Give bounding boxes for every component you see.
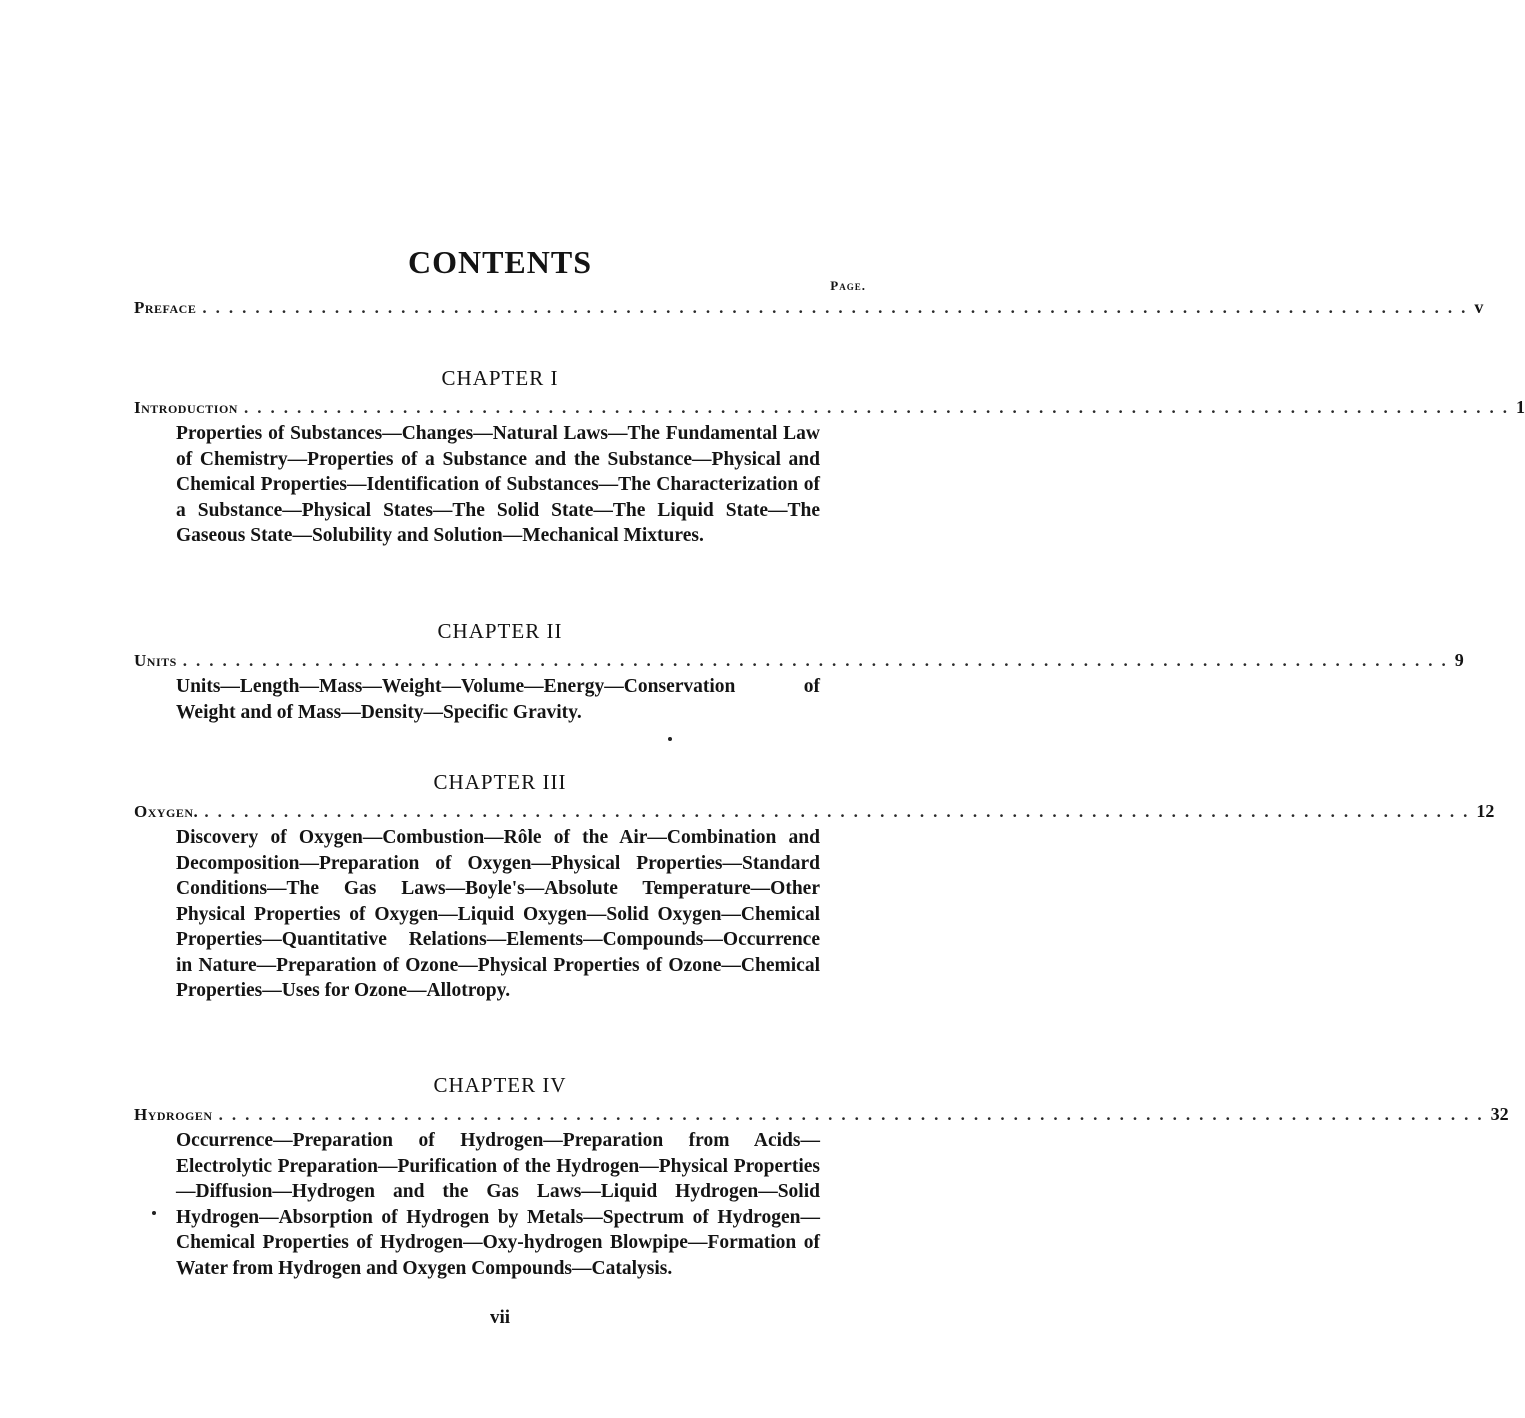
- toc-entry-title: Oxygen.: [134, 802, 199, 821]
- toc-entry-title: Introduction: [134, 398, 238, 417]
- toc-entry-title: Hydrogen: [134, 1105, 213, 1124]
- toc-entry-page: v: [1474, 297, 1484, 317]
- chapter-heading: CHAPTER III: [433, 770, 567, 794]
- toc-entry-chapter-4: [134, 1104, 1509, 1128]
- chapter-summary: Discovery of Oxygen—Combustion—Rôle of the Air—Combination and Decomposition—Preparation of Oxygen—Physical Properties—Standard Conditions—The Gas Laws—Boyle's—Absolute Temperature—Other Physical Properties of Oxygen—Liquid Oxygen—Solid Oxygen—Chemical Properties—Quantitative Relations—Elements—Compounds—Occurrence in Nature—Preparation of Ozone—Physical Properties of Ozone—Chemical Properties—Uses for Ozone—Allotropy.: [176, 827, 820, 1001]
- toc-entry-title: Units: [134, 651, 177, 670]
- print-speck: [152, 1211, 156, 1215]
- page-number: vii: [489, 1307, 511, 1328]
- toc-entry-page: 12: [1476, 801, 1495, 821]
- toc-entry-chapter-1: [134, 397, 1525, 421]
- dot-leader: ................................................................................................: [204, 802, 1477, 821]
- toc-entry-title: Preface: [134, 298, 197, 317]
- dot-leader: ................................................................................................: [202, 298, 1475, 317]
- print-speck: [668, 737, 672, 741]
- dot-leader: ................................................................................................: [243, 398, 1516, 417]
- chapter-heading: CHAPTER II: [437, 619, 563, 643]
- page-title: CONTENTS: [407, 244, 593, 280]
- toc-entry-page: 32: [1490, 1104, 1509, 1124]
- toc-entry-page: 1: [1515, 397, 1525, 417]
- toc-entry-chapter-2: [134, 650, 1464, 674]
- dot-leader: ................................................................................................: [218, 1105, 1491, 1124]
- chapter-summary: Occurrence—Preparation of Hydrogen—Preparation from Acids—Electrolytic Preparation—Purification of the Hydrogen—Physical Properties—Diffusion—Hydrogen and the Gas Laws—Liquid Hydrogen—Solid Hydrogen—Absorption of Hydrogen by Metals—Spectrum of Hydrogen—Chemical Properties of Hydrogen—Oxy-hydrogen Blowpipe—Formation of Water from Hydrogen and Oxygen Compounds—Catalysis.: [176, 1130, 820, 1279]
- chapter-heading: CHAPTER IV: [433, 1073, 567, 1097]
- chapter-summary: Units—Length—Mass—Weight—Volume—Energy—Conservation of Weight and of Mass—Density—Specific Gravity.: [176, 676, 820, 723]
- toc-entry-page: 9: [1454, 650, 1464, 670]
- toc-entry-preface: [134, 297, 1484, 321]
- page-column-label: Page.: [830, 278, 866, 293]
- dot-leader: ................................................................................................: [182, 651, 1455, 670]
- toc-entry-chapter-3: [134, 801, 1495, 825]
- chapter-heading: CHAPTER I: [441, 366, 559, 390]
- chapter-summary: Properties of Substances—Changes—Natural Laws—The Fundamental Law of Chemistry—Properties of a Substance and the Substance—Physical and Chemical Properties—Identification of Substances—The Characterization of a Substance—Physical States—The Solid State—The Liquid State—The Gaseous State—Solubility and Solution—Mechanical Mixtures.: [176, 423, 820, 546]
